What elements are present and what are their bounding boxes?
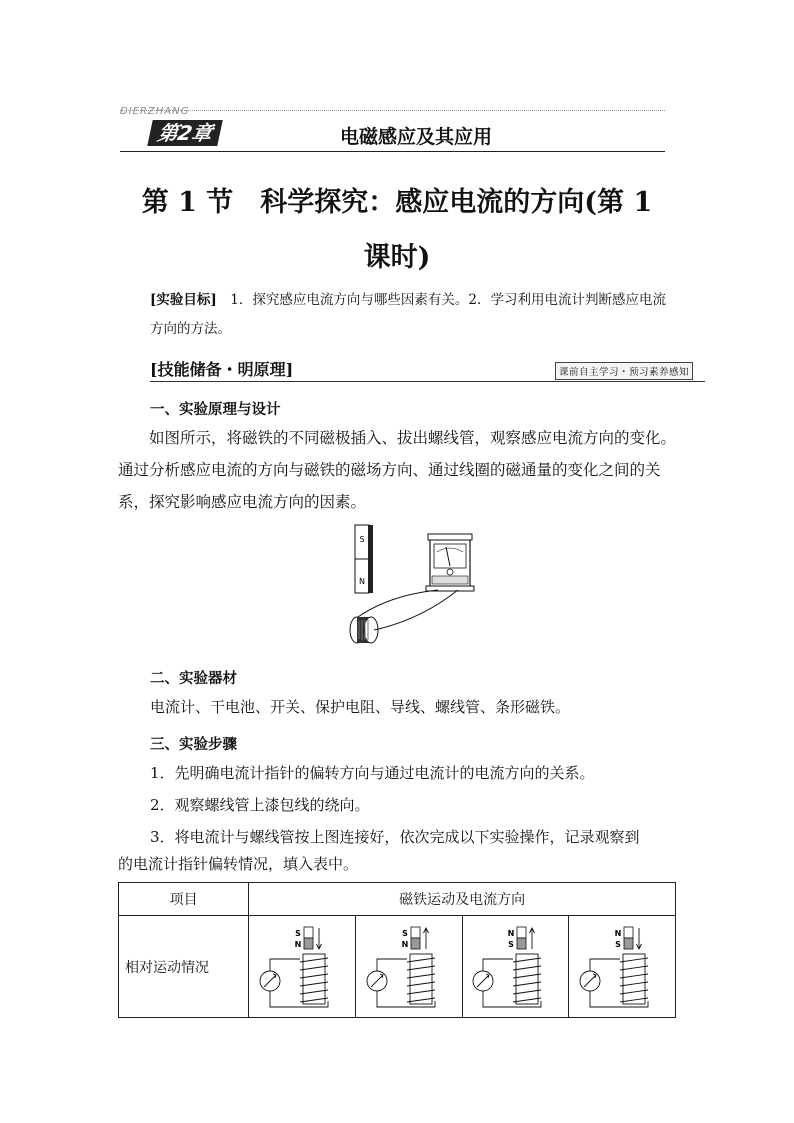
experiment-table xyxy=(118,882,676,1018)
motion-cell-1 xyxy=(249,916,356,1018)
table-header-row xyxy=(119,883,676,916)
section-title-line1: 第 1 节 科学探究：感应电流的方向(第 1 xyxy=(141,187,653,218)
magnet-pole-bottom: N xyxy=(294,939,302,949)
galvanometer xyxy=(426,534,474,591)
magnet-pole-bottom: N xyxy=(359,577,365,586)
galvanometer-icon xyxy=(473,971,493,991)
motion-cell-4 xyxy=(569,916,676,1018)
circuit-diagram-4 xyxy=(574,921,670,1013)
objective-text: 1．探究感应电流方向与哪些因素有关。2．学习利用电流计判断感应电流方向的方法。 xyxy=(150,292,666,337)
motion-cell-3 xyxy=(462,916,569,1018)
circuit-diagram-2 xyxy=(361,921,457,1013)
skill-rule xyxy=(150,381,705,382)
coil xyxy=(407,954,435,1004)
part3-heading: 三、实验步骤 xyxy=(150,736,237,753)
chapter-title: 电磁感应及其应用 xyxy=(340,126,493,148)
part1-paragraph: 如图所示，将磁铁的不同磁极插入、拔出螺线管，观察感应电流方向的变化。通过分析感应电流的方向与磁铁的磁场方向、通过线圈的磁通量的变化之间的关系，探究影响感应电流方向的因素。 xyxy=(118,429,677,511)
motion-cell-2 xyxy=(355,916,462,1018)
galvanometer-icon xyxy=(367,971,387,991)
chapter-english-label: DIERZHANG xyxy=(120,106,190,117)
magnet-pole-top: N xyxy=(614,928,622,938)
magnet xyxy=(508,927,526,949)
step-3-line2: 的电流计指针偏转情况，填入表中。 xyxy=(118,855,359,873)
wire-2 xyxy=(374,590,458,630)
magnet-pole-top: S xyxy=(401,928,408,938)
part2-heading: 二、实验器材 xyxy=(150,670,237,687)
solenoid-coil xyxy=(350,617,378,643)
part2-text: 电流计、干电池、开关、保护电阻、导线、螺线管、条形磁铁。 xyxy=(150,698,571,716)
magnet-pole-top: S xyxy=(295,928,302,938)
magnet-pole-bottom: S xyxy=(615,939,622,949)
coil xyxy=(620,954,648,1004)
skill-heading: [技能储备・明原理] xyxy=(150,360,294,379)
skill-badge: 课前自主学习・预习素养感知 xyxy=(555,362,693,380)
step-3-line1: 3．将电流计与螺线管按上图连接好，依次完成以下实验操作，记录观察到 xyxy=(150,828,640,846)
magnet xyxy=(615,927,633,949)
magnet-pole-bottom: S xyxy=(508,939,515,949)
header-rule xyxy=(120,151,665,152)
magnet-pole-top: S xyxy=(359,535,365,544)
header-dotted-rule xyxy=(120,110,665,111)
section-title-line2: 课时) xyxy=(363,242,431,273)
objective-tag: [实验目标] xyxy=(150,292,217,308)
galvanometer-icon xyxy=(580,971,600,991)
motion-arrow-up xyxy=(530,928,535,949)
part1-heading: 一、实验原理与设计 xyxy=(150,401,281,418)
table-row xyxy=(119,916,676,1018)
table-header-motion: 磁铁运动及电流方向 xyxy=(249,883,676,916)
circuit-diagram-1 xyxy=(254,921,350,1013)
circuit-diagram-3 xyxy=(467,921,563,1013)
motion-arrow-down xyxy=(317,928,322,949)
experiment-objective xyxy=(150,286,675,344)
magnet-pole-top: N xyxy=(508,928,515,938)
magnet xyxy=(401,927,419,949)
bar-magnet xyxy=(355,525,373,593)
step-1: 1．先明确电流计指针的偏转方向与通过电流计的电流方向的关系。 xyxy=(150,764,595,782)
row-label: 相对运动情况 xyxy=(119,916,249,1018)
experiment-figure xyxy=(330,520,490,655)
magnet xyxy=(295,927,313,949)
motion-arrow-up xyxy=(423,928,428,949)
chapter-badge: 第2章 xyxy=(147,120,222,146)
magnet-pole-bottom: N xyxy=(401,939,409,949)
table-header-item: 项目 xyxy=(119,883,249,916)
galvanometer-icon xyxy=(260,971,280,991)
motion-arrow-down xyxy=(637,928,642,949)
coil xyxy=(300,954,328,1004)
wire-1 xyxy=(358,590,438,617)
step-2: 2．观察螺线管上漆包线的绕向。 xyxy=(150,796,370,814)
coil xyxy=(513,954,541,1004)
